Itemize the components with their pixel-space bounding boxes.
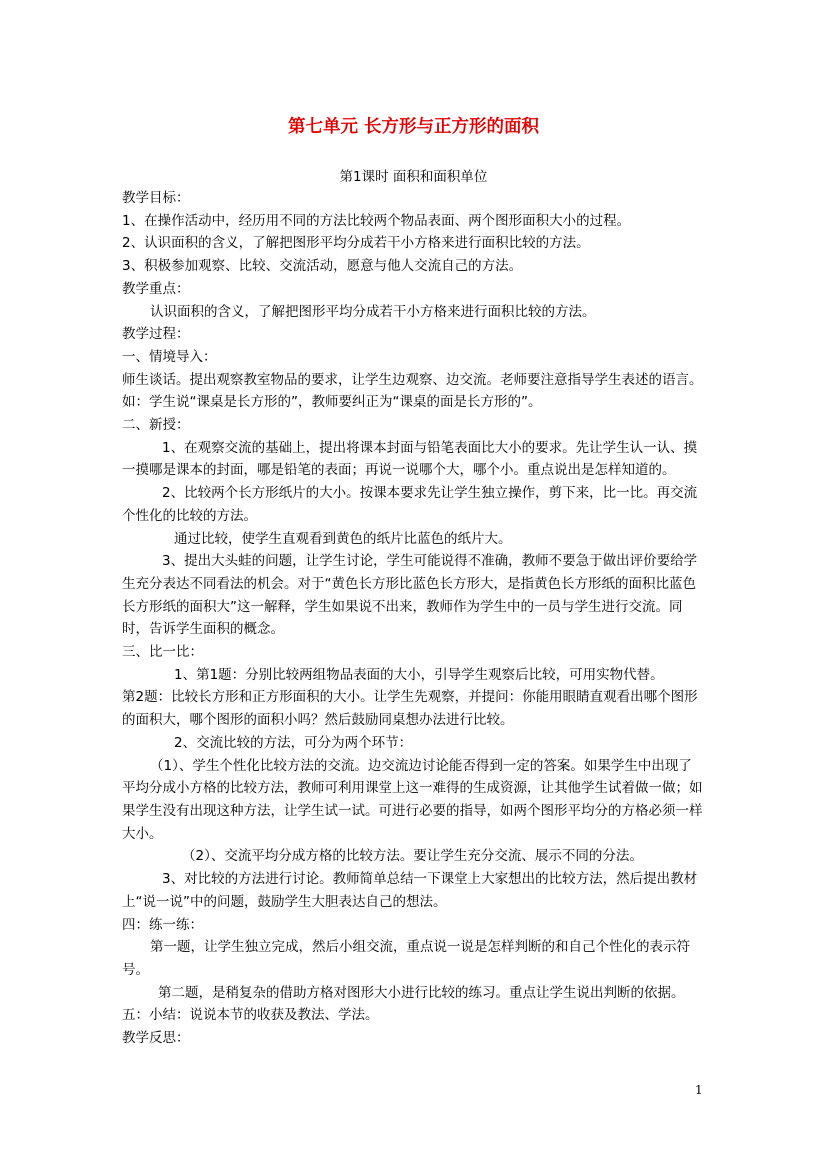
key-point-text: 认识面积的含义，了解把图形平均分成若干小方格来进行面积比较的方法。: [150, 303, 596, 320]
paragraph: 第一题，让学生独立完成，然后小组交流，重点说一说是怎样判断的和自己个性化的表示符号。: [122, 939, 690, 978]
objective-item: 2、认识面积的含义，了解把图形平均分成若干小方格来进行面积比较的方法。: [122, 235, 590, 252]
page-number: 1: [695, 1083, 703, 1097]
step-heading-intro: 一、情境导入：: [122, 348, 217, 365]
paragraph: 3、提出大头蛙的问题，让学生讨论，学生可能说得不准确，教师不要急于做出评价要给学生充分表达不同看法的机会。对于“黄色长方形比蓝色长方形大，是指黄色长方形纸的面积比蓝色长方形纸的面积大”这一解释，学生如果说不出来，教师作为学生中的一员与学生进行交流。同时，告诉学生面积的概念。: [122, 553, 698, 638]
paragraph: 3、对比较的方法进行讨论。教师简单总结一下课堂上大家想出的比较方法，然后提出教材上“说一说”中的问题，鼓励学生大胆表达自己的想法。: [122, 871, 698, 910]
step-heading-practice: 四：练一练：: [122, 916, 203, 933]
paragraph: （1）、学生个性化比较方法的交流。边交流边讨论能否得到一定的答案。如果学生中出现了平均分成小方格的比较方法，教师可利用课堂上这一难得的生成资源，让其他学生试着做一做；如果学生没有出现这种方法，让学生试一试。可进行必要的指导，如两个图形平均分的方格必须一样大小。: [122, 757, 703, 842]
lesson-subtitle: 第1课时 面积和面积单位: [339, 169, 488, 185]
step-heading-summary: 五：小结：说说本节的收获及教法、学法。: [122, 1007, 379, 1024]
step-heading-new-lesson: 二、新授：: [122, 417, 190, 434]
section-heading-objectives: 教学目标：: [122, 190, 190, 206]
lesson-body: [122, 187, 705, 1050]
paragraph: 第2题：比较长方形和正方形面积的大小。让学生先观察，并提问：你能用眼睛直观看出哪个图形的面积大，哪个图形的面积小吗？然后鼓励同桌想办法进行比较。: [122, 689, 698, 729]
section-heading-reflection: 教学反思：: [122, 1030, 190, 1047]
paragraph: 第二题，是稍复杂的借助方格对图形大小进行比较的练习。重点让学生说出判断的依据。: [158, 984, 685, 1001]
section-heading-key-points: 教学重点：: [122, 280, 190, 297]
paragraph: 2、比较两个长方形纸片的大小。按课本要求先让学生独立操作，剪下来，比一比。再交流个性化的比较的方法。: [122, 485, 698, 524]
paragraph: 1、第1题：分别比较两组物品表面的大小，引导学生观察后比较，可用实物代替。: [174, 666, 664, 683]
paragraph: 师生谈话。提出观察教室物品的要求，让学生边观察、边交流。老师要注意指导学生表述的语言。如：学生说“课桌是长方形的”，教师要纠正为“课桌的面是长方形的”。: [122, 371, 703, 411]
paragraph: 1、在观察交流的基础上，提出将课本封面与铅笔表面比大小的要求。先让学生认一认、摸一摸哪是课本的封面，哪是铅笔的表面；再说一说哪个大，哪个小。重点说出是怎样知道的。: [122, 439, 698, 479]
objective-item: 1、在操作活动中，经历用不同的方法比较两个物品表面、两个图形面积大小的过程。: [122, 212, 631, 229]
objective-item: 3、积极参加观察、比较、交流活动，愿意与他人交流自己的方法。: [122, 258, 523, 275]
section-heading-process: 教学过程：: [122, 326, 190, 343]
step-heading-compare: 三、比一比：: [122, 644, 203, 661]
paragraph: 通过比较，使学生直观看到黄色的纸片比蓝色的纸片大。: [174, 530, 512, 547]
unit-title: 第七单元 长方形与正方形的面积: [287, 117, 540, 137]
paragraph: 2、交流比较的方法，可分为两个环节：: [174, 734, 413, 751]
paragraph: （2）、交流平均分成方格的比较方法。要让学生充分交流、展示不同的分法。: [182, 848, 643, 865]
